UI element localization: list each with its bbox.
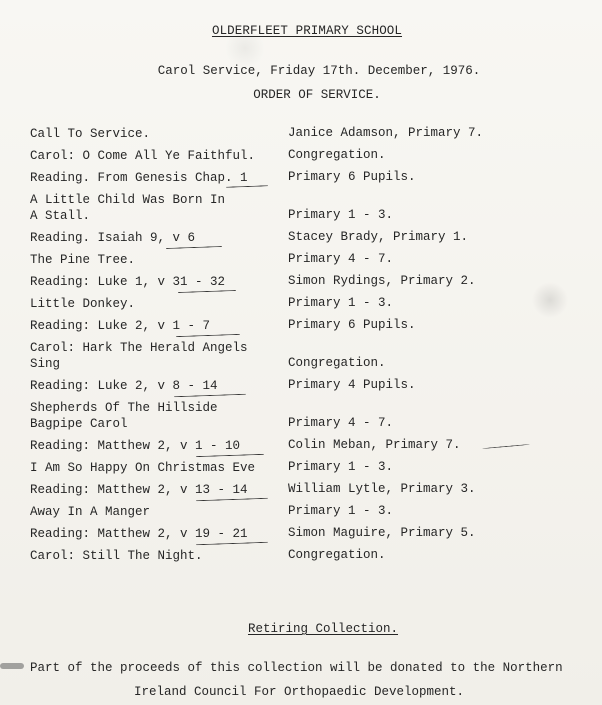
list-item bbox=[30, 230, 570, 252]
service-item: Reading: Luke 1, v 31 - 32 bbox=[30, 275, 226, 289]
ink-smudge bbox=[0, 663, 24, 669]
service-item: Reading: Luke 2, v 1 - 7 bbox=[30, 319, 211, 333]
list-item bbox=[30, 148, 570, 170]
list-item bbox=[30, 192, 570, 230]
service-participant: Primary 6 Pupils. bbox=[288, 170, 416, 184]
service-item: A Little Child Was Born In A Stall. bbox=[30, 193, 226, 223]
service-item: Carol: O Come All Ye Faithful. bbox=[30, 149, 256, 163]
service-item: I Am So Happy On Christmas Eve bbox=[30, 461, 256, 475]
list-item bbox=[30, 170, 570, 192]
service-participant: William Lytle, Primary 3. bbox=[288, 482, 476, 496]
handwritten-underline bbox=[196, 454, 264, 457]
service-date-line: Carol Service, Friday 17th. December, 1976. bbox=[157, 64, 481, 78]
service-item: Reading: Matthew 2, v 13 - 14 bbox=[30, 483, 248, 497]
list-item bbox=[30, 340, 570, 378]
service-participant: Primary 4 Pupils. bbox=[288, 378, 416, 392]
handwritten-underline bbox=[176, 334, 240, 337]
list-item bbox=[30, 252, 570, 274]
service-participant: Colin Meban, Primary 7. bbox=[288, 438, 461, 452]
service-item: Reading: Matthew 2, v 1 - 10 bbox=[30, 439, 241, 453]
list-item bbox=[30, 126, 570, 148]
school-title bbox=[0, 24, 602, 38]
service-item: Little Donkey. bbox=[30, 297, 136, 311]
service-participant: Primary 1 - 3. bbox=[288, 296, 394, 310]
list-item bbox=[30, 460, 570, 482]
service-item: Call To Service. bbox=[30, 127, 151, 141]
list-item bbox=[30, 438, 570, 460]
service-participant: Primary 4 - 7. bbox=[288, 252, 394, 266]
service-participant: Primary 1 - 3. bbox=[288, 504, 394, 518]
handwritten-underline bbox=[196, 498, 268, 502]
service-participant: Primary 1 - 3. bbox=[288, 460, 394, 474]
service-item: Reading. Isaiah 9, v 6 bbox=[30, 231, 196, 245]
service-participant: Primary 1 - 3. bbox=[288, 208, 394, 222]
service-item: Reading: Luke 2, v 8 - 14 bbox=[30, 379, 218, 393]
service-item: Reading: Matthew 2, v 19 - 21 bbox=[30, 527, 248, 541]
school-title-text: OLDERFLEET PRIMARY SCHOOL bbox=[211, 24, 403, 38]
list-item bbox=[30, 296, 570, 318]
handwritten-underline bbox=[174, 394, 246, 398]
list-item bbox=[30, 504, 570, 526]
service-participant: Primary 4 - 7. bbox=[288, 416, 394, 430]
list-item bbox=[30, 274, 570, 296]
service-item: Reading. From Genesis Chap. 1 bbox=[30, 171, 248, 185]
service-participant: Simon Maguire, Primary 5. bbox=[288, 526, 476, 540]
handwritten-underline bbox=[226, 185, 268, 187]
handwritten-underline bbox=[196, 542, 268, 546]
list-item bbox=[30, 548, 570, 570]
service-participant: Congregation. bbox=[288, 548, 386, 562]
list-item bbox=[30, 378, 570, 400]
order-of-service-title: ORDER OF SERVICE. bbox=[253, 88, 381, 102]
order-of-service-list bbox=[30, 126, 570, 570]
service-participant: Congregation. bbox=[288, 356, 386, 370]
retiring-collection-title bbox=[0, 622, 602, 636]
service-participant: Stacey Brady, Primary 1. bbox=[288, 230, 469, 244]
service-participant: Congregation. bbox=[288, 148, 386, 162]
service-participant: Janice Adamson, Primary 7. bbox=[288, 126, 484, 140]
retiring-collection-text: Retiring Collection. bbox=[247, 622, 399, 636]
handwritten-underline bbox=[178, 290, 236, 293]
donation-line: Part of the proceeds of this collection will be donated to the Northern bbox=[30, 661, 563, 675]
service-item: Away In A Manger bbox=[30, 505, 151, 519]
service-participant: Simon Rydings, Primary 2. bbox=[288, 274, 476, 288]
list-item bbox=[30, 526, 570, 548]
service-item: Shepherds Of The Hillside Bagpipe Carol bbox=[30, 401, 218, 431]
donation-note bbox=[30, 656, 590, 704]
donation-line: Ireland Council For Orthopaedic Development. bbox=[134, 685, 465, 699]
list-item bbox=[30, 482, 570, 504]
list-item bbox=[30, 400, 570, 438]
service-item: The Pine Tree. bbox=[30, 253, 136, 267]
list-item bbox=[30, 318, 570, 340]
handwritten-underline bbox=[166, 246, 222, 249]
service-item: Carol: Still The Night. bbox=[30, 549, 203, 563]
service-participant: Primary 6 Pupils. bbox=[288, 318, 416, 332]
service-item: Carol: Hark The Herald Angels Sing bbox=[30, 341, 248, 371]
